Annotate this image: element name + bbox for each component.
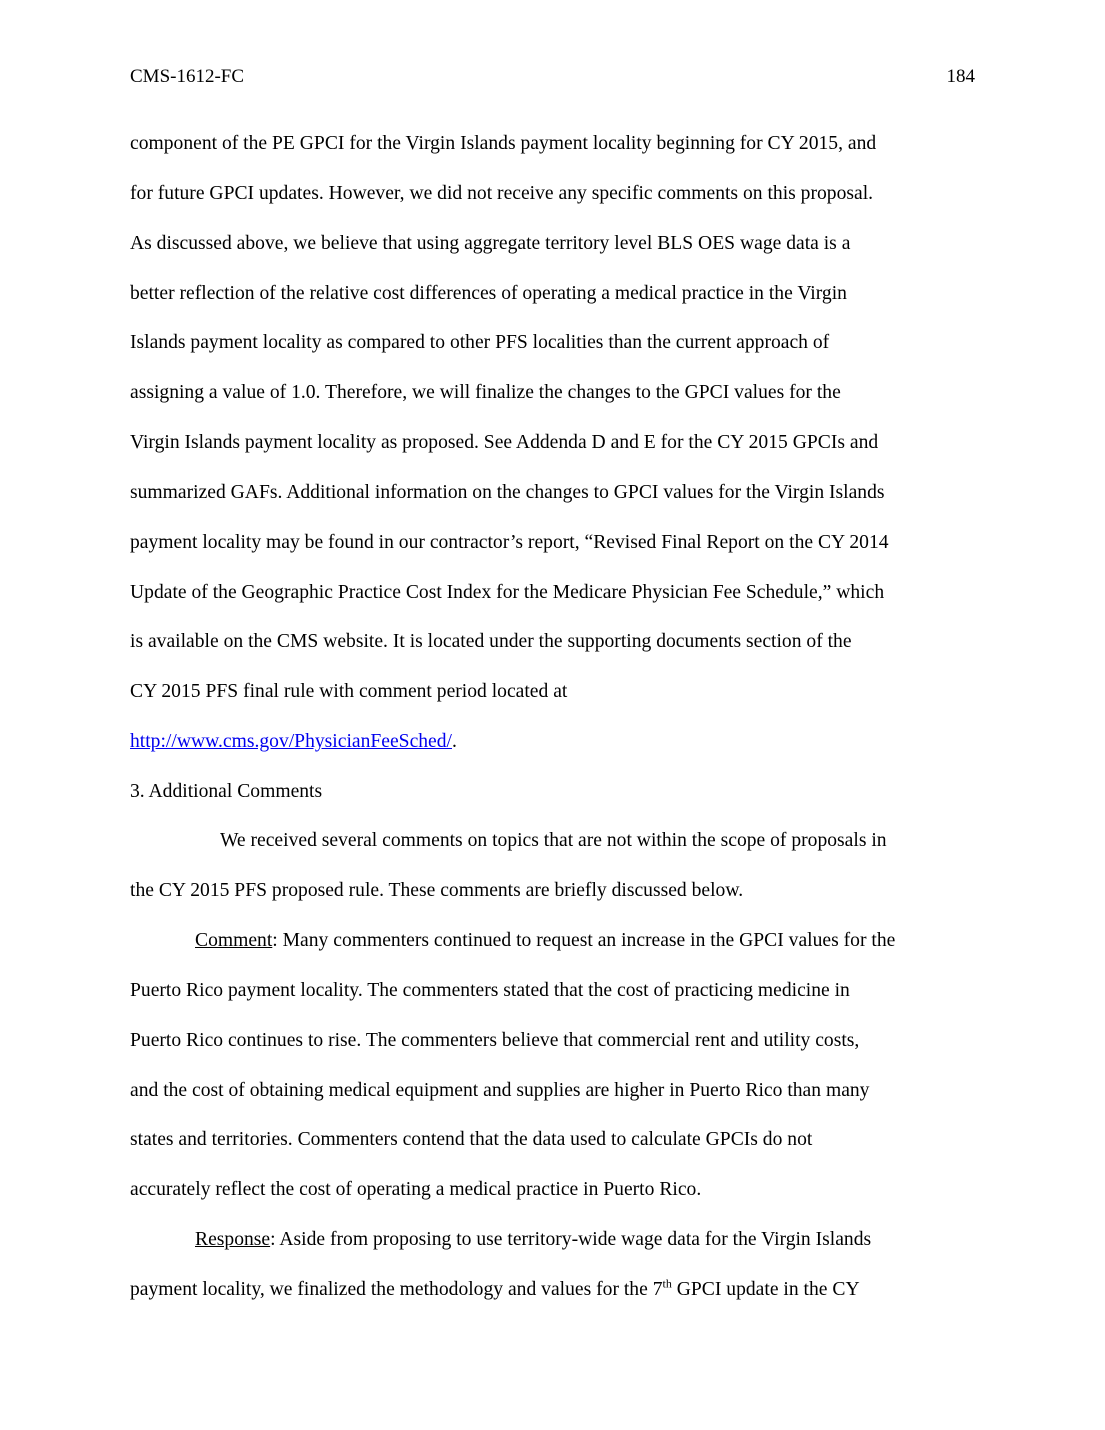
text-fragment: ” which <box>822 582 885 603</box>
text-line <box>195 1228 871 1252</box>
text-fragment: . <box>452 731 457 752</box>
text-line: payment locality may be found in our contractor’s report, “Revised Final Report on the CY 2014 <box>130 532 889 553</box>
text-line: assigning a value of 1.0. Therefore, we will finalize the changes to the GPCI values for the <box>130 382 841 403</box>
text-line: component of the PE GPCI for the Virgin Islands payment locality beginning for CY 2015, and <box>130 133 877 154</box>
text-fragment: : Aside from proposing to use territory-wide wage data for the Virgin Islands <box>270 1229 872 1250</box>
text-fragment: : Many commenters continued to request an increase in the GPCI values for the <box>272 930 896 951</box>
text-line: Puerto Rico continues to rise. The commenters believe that commercial rent and utility costs, <box>130 1030 860 1051</box>
document-id: CMS-1612-FC <box>130 66 245 87</box>
text-fragment: payment locality, we finalized the methodology and values for the 7 <box>130 1279 663 1300</box>
cms-website-link[interactable]: http://www.cms.gov/PhysicianFeeSched/ <box>130 731 452 752</box>
report-title: Update of the Geographic Practice Cost Index for the Medicare Physician Fee Schedule <box>130 582 818 603</box>
text-line <box>195 929 895 953</box>
superscript: th <box>662 1276 672 1291</box>
text-line: Virgin Islands payment locality as proposed. See Addenda D and E for the CY 2015 GPCIs and <box>130 432 879 453</box>
section-heading: 3. Additional Comments <box>130 781 323 802</box>
comment-label: Comment <box>195 930 273 951</box>
text-fragment: GPCI update in the CY <box>671 1279 860 1300</box>
text-line: for future GPCI updates. However, we did not receive any specific comments on this proposal. <box>130 183 874 204</box>
text-line <box>130 581 884 605</box>
text-line <box>130 730 457 754</box>
text-line: CY 2015 PFS final rule with comment period located at <box>130 681 568 702</box>
text-line: summarized GAFs. Additional information on the changes to GPCI values for the Virgin Islands <box>130 482 885 503</box>
text-line <box>130 1278 860 1302</box>
text-line: better reflection of the relative cost differences of operating a medical practice in the Virgin <box>130 283 847 304</box>
text-line: is available on the CMS website. It is located under the supporting documents section of the <box>130 631 852 652</box>
text-line: the CY 2015 PFS proposed rule. These comments are briefly discussed below. <box>130 880 744 901</box>
text-line: Islands payment locality as compared to other PFS localities than the current approach of <box>130 332 830 353</box>
response-label: Response <box>195 1229 271 1250</box>
text-line: accurately reflect the cost of operating a medical practice in Puerto Rico. <box>130 1179 702 1200</box>
text-line: states and territories. Commenters contend that the data used to calculate GPCIs do not <box>130 1129 813 1150</box>
text-line: Puerto Rico payment locality. The commenters stated that the cost of practicing medicine in <box>130 980 850 1001</box>
text-line: and the cost of obtaining medical equipment and supplies are higher in Puerto Rico than many <box>130 1080 870 1101</box>
page-number: 184 <box>946 66 975 87</box>
underlined-comma: , <box>817 582 823 603</box>
text-line: As discussed above, we believe that using aggregate territory level BLS OES wage data is a <box>130 233 851 254</box>
text-line: We received several comments on topics that are not within the scope of proposals in <box>220 830 887 851</box>
